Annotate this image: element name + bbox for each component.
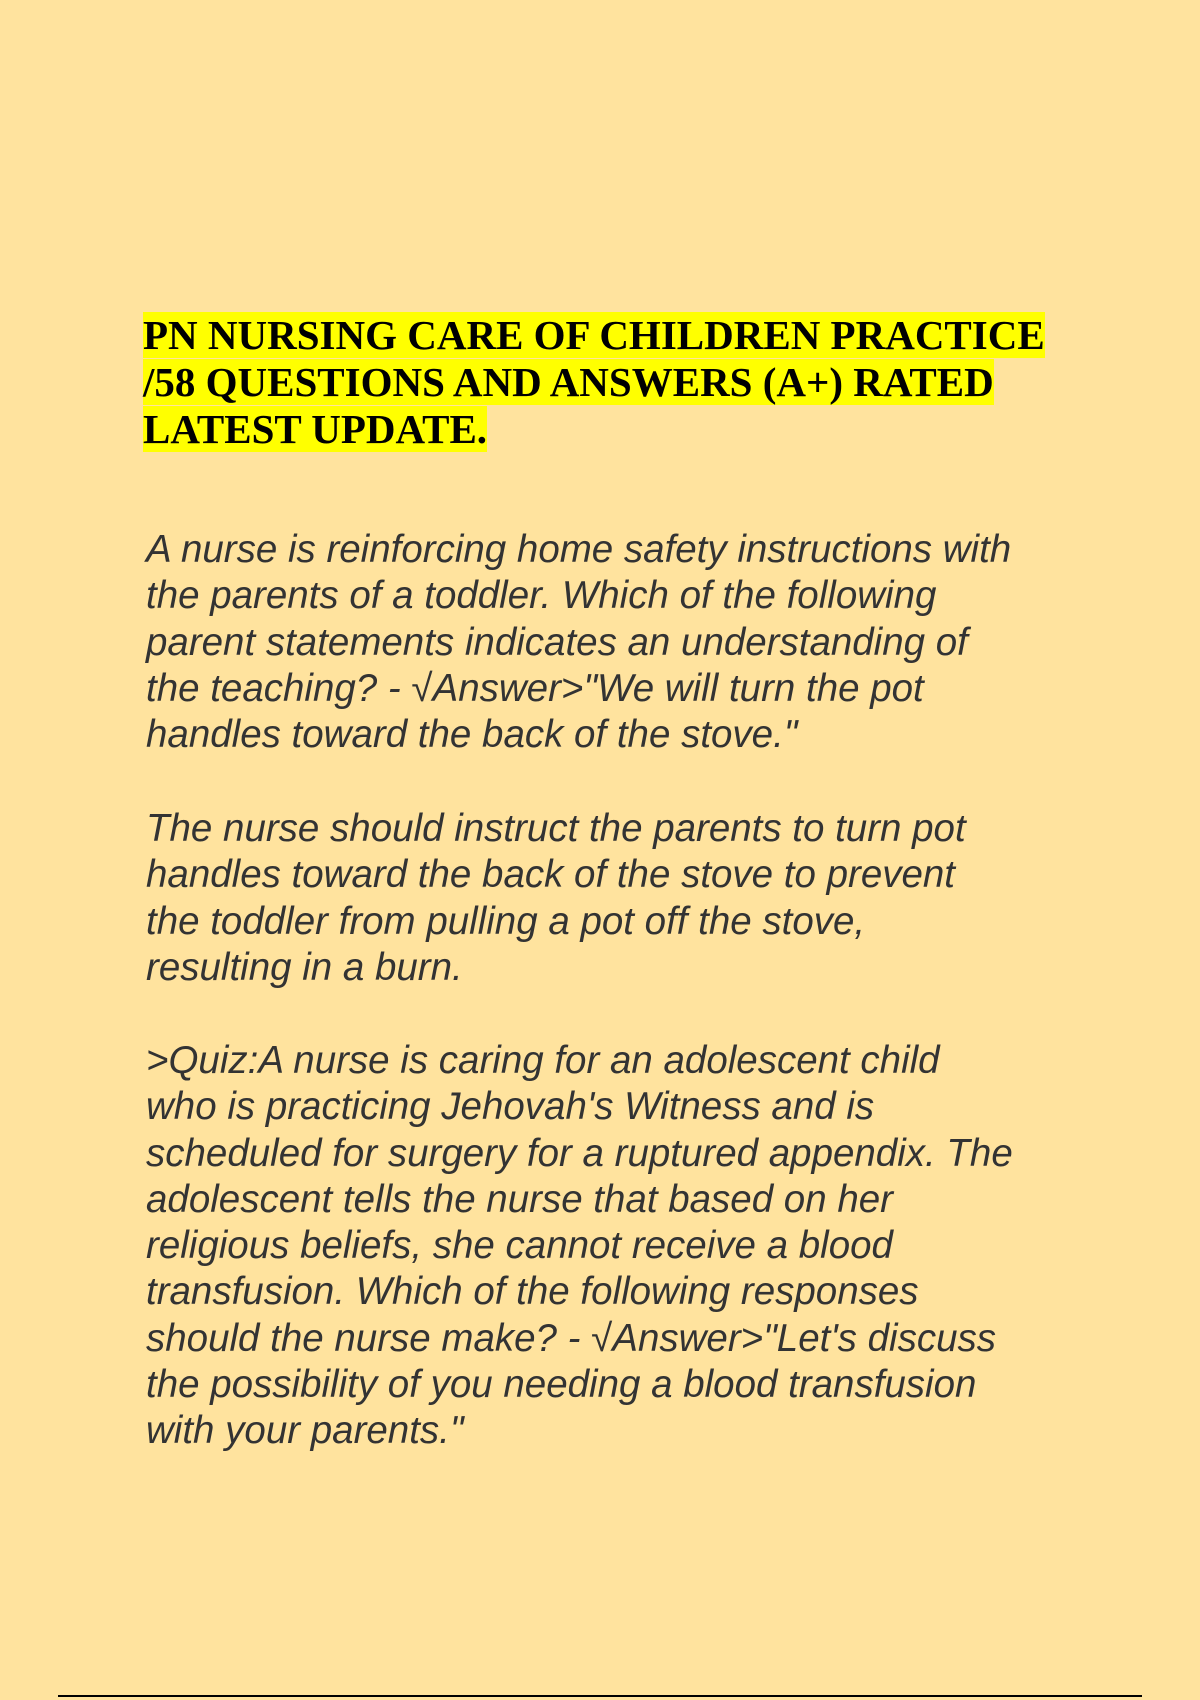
text-line: scheduled for surgery for a ruptured appendix. The [146, 1131, 1013, 1175]
text-line: transfusion. Which of the following responses [146, 1270, 919, 1314]
text-line: the toddler from pulling a pot off the stove, [146, 899, 866, 943]
text-line: religious beliefs, she cannot receive a blood [146, 1224, 893, 1268]
text-line: handles toward the back of the stove." [146, 713, 798, 757]
text-line: resulting in a burn. [146, 945, 463, 989]
text-line: the teaching? - √Answer>"We will turn the pot [146, 666, 924, 710]
text-line: parent statements indicates an understanding of [146, 620, 968, 664]
text-line: The nurse should instruct the parents to turn pot [146, 807, 966, 850]
text-line: >Quiz:A nurse is caring for an adolescent child [146, 1039, 940, 1082]
title-line: /58 QUESTIONS AND ANSWERS (A+) RATED [143, 359, 994, 405]
title-line: PN NURSING CARE OF CHILDREN PRACTICE [143, 312, 1045, 358]
rationale-paragraph [146, 806, 1086, 991]
text-line: A nurse is reinforcing home safety instructions with [146, 528, 1012, 571]
quiz-paragraph [146, 1038, 1086, 1455]
text-line: adolescent tells the nurse that based on her [146, 1177, 893, 1221]
title-line: LATEST UPDATE. [143, 406, 488, 452]
text-line: who is practicing Jehovah's Witness and is [146, 1085, 875, 1129]
text-line: the parents of a toddler. Which of the following [146, 574, 937, 618]
footer-divider [58, 1695, 1142, 1697]
question-paragraph [146, 527, 1086, 758]
document-title [143, 312, 1083, 453]
text-line: should the nurse make? - √Answer>"Let's discuss [146, 1316, 996, 1360]
text-line: handles toward the back of the stove to prevent [146, 853, 956, 897]
text-line: the possibility of you needing a blood transfusion [146, 1363, 977, 1407]
text-line: with your parents." [146, 1409, 464, 1453]
